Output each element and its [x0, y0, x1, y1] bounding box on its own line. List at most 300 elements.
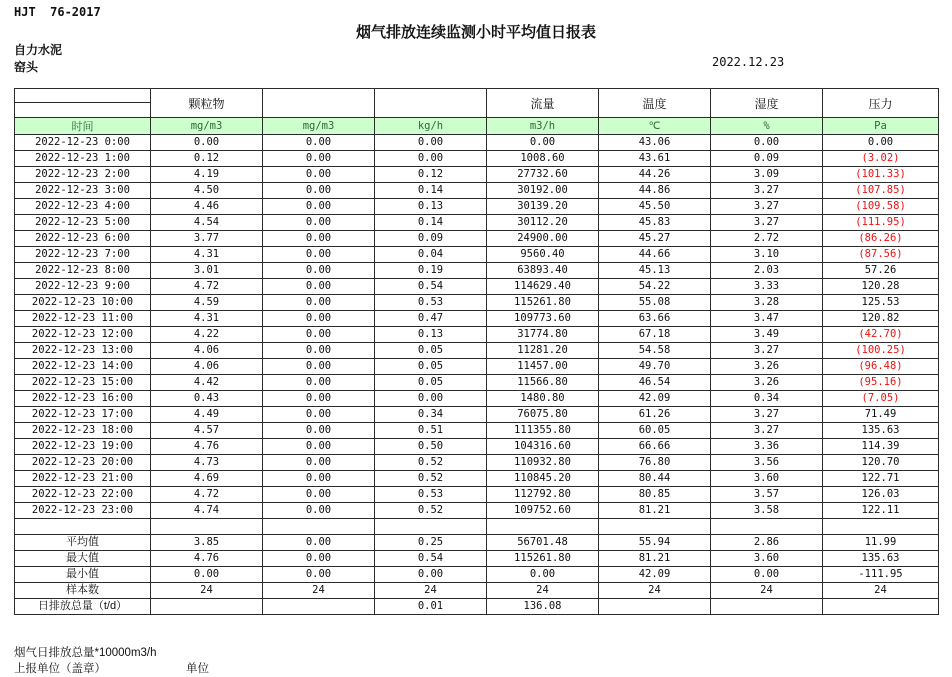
value-cell [599, 598, 711, 614]
value-cell: 114629.40 [487, 279, 599, 295]
table-row [15, 199, 939, 215]
row-label-cell: 2022-12-23 18:00 [15, 423, 151, 439]
table-row [15, 534, 939, 550]
table-row [15, 519, 939, 535]
value-cell: 0.00 [375, 566, 487, 582]
value-cell: 0.00 [487, 566, 599, 582]
value-cell: 3.27 [711, 407, 823, 423]
value-cell: 2.03 [711, 263, 823, 279]
value-cell: 135.63 [823, 423, 939, 439]
row-label-cell: 2022-12-23 0:00 [15, 135, 151, 151]
table-row [15, 343, 939, 359]
row-label-cell: 2022-12-23 17:00 [15, 407, 151, 423]
value-cell: 0.14 [375, 215, 487, 231]
table-row [15, 311, 939, 327]
value-cell: 111355.80 [487, 423, 599, 439]
value-cell: 0.52 [375, 503, 487, 519]
value-cell: 2.86 [711, 534, 823, 550]
row-label-cell: 2022-12-23 11:00 [15, 311, 151, 327]
table-row [15, 151, 939, 167]
value-cell: 3.28 [711, 295, 823, 311]
value-cell: 120.28 [823, 279, 939, 295]
value-cell: 67.18 [599, 327, 711, 343]
value-cell: 4.76 [151, 550, 263, 566]
value-cell: 4.69 [151, 471, 263, 487]
value-cell: 3.49 [711, 327, 823, 343]
value-cell: 4.73 [151, 455, 263, 471]
value-cell: 30139.20 [487, 199, 599, 215]
table-row [15, 582, 939, 598]
value-cell: 3.33 [711, 279, 823, 295]
value-cell: 44.86 [599, 183, 711, 199]
value-cell: (107.85) [823, 183, 939, 199]
value-cell: 0.00 [263, 487, 375, 503]
unit-header-row [15, 118, 939, 135]
value-cell: 3.56 [711, 455, 823, 471]
row-label-cell: 2022-12-23 9:00 [15, 279, 151, 295]
table-row [15, 455, 939, 471]
col-header-pm: 颗粒物 [151, 89, 263, 118]
table-row [15, 375, 939, 391]
row-label-cell: 2022-12-23 5:00 [15, 215, 151, 231]
value-cell: 63.66 [599, 311, 711, 327]
value-cell: 126.03 [823, 487, 939, 503]
value-cell: 122.71 [823, 471, 939, 487]
col-header-humidity: 湿度 [711, 89, 823, 118]
value-cell: 42.09 [599, 391, 711, 407]
value-cell: (96.48) [823, 359, 939, 375]
value-cell: 4.72 [151, 279, 263, 295]
value-cell: 3.26 [711, 359, 823, 375]
unit-kg-h: kg/h [375, 118, 487, 135]
table-row [15, 407, 939, 423]
value-cell: 4.72 [151, 487, 263, 503]
value-cell: 120.70 [823, 455, 939, 471]
value-cell: 3.58 [711, 503, 823, 519]
value-cell: 60.05 [599, 423, 711, 439]
table-row [15, 359, 939, 375]
page-title: 烟气排放连续监测小时平均值日报表 [355, 24, 596, 41]
value-cell: 3.47 [711, 311, 823, 327]
row-label-cell: 2022-12-23 20:00 [15, 455, 151, 471]
report-date: 2022.12.23 [712, 55, 785, 69]
row-label-cell: 最小值 [15, 566, 151, 582]
value-cell: 3.60 [711, 550, 823, 566]
value-cell: 45.27 [599, 231, 711, 247]
row-label-cell: 2022-12-23 13:00 [15, 343, 151, 359]
row-label-cell: 2022-12-23 16:00 [15, 391, 151, 407]
value-cell: 54.58 [599, 343, 711, 359]
value-cell: 3.27 [711, 199, 823, 215]
value-cell [599, 519, 711, 535]
table-row [15, 295, 939, 311]
row-label-cell: 2022-12-23 19:00 [15, 439, 151, 455]
value-cell: 115261.80 [487, 295, 599, 311]
value-cell: 4.76 [151, 439, 263, 455]
col-header-temperature: 温度 [599, 89, 711, 118]
value-cell: 45.50 [599, 199, 711, 215]
value-cell: 3.27 [711, 183, 823, 199]
value-cell: 54.22 [599, 279, 711, 295]
value-cell: 66.66 [599, 439, 711, 455]
row-label-cell: 2022-12-23 4:00 [15, 199, 151, 215]
value-cell: 0.00 [823, 135, 939, 151]
row-label-cell: 2022-12-23 3:00 [15, 183, 151, 199]
value-cell: 80.85 [599, 487, 711, 503]
value-cell: 3.27 [711, 343, 823, 359]
value-cell: 0.00 [263, 263, 375, 279]
value-cell: 0.00 [487, 135, 599, 151]
row-label-cell: 2022-12-23 21:00 [15, 471, 151, 487]
value-cell: 11457.00 [487, 359, 599, 375]
value-cell: 112792.80 [487, 487, 599, 503]
split-top-cell [15, 89, 150, 103]
value-cell: 11566.80 [487, 375, 599, 391]
table-row [15, 439, 939, 455]
row-label-cell: 2022-12-23 14:00 [15, 359, 151, 375]
table-row [15, 231, 939, 247]
value-cell: 110845.20 [487, 471, 599, 487]
value-cell: (7.05) [823, 391, 939, 407]
value-cell: 1480.80 [487, 391, 599, 407]
row-label-cell: 2022-12-23 6:00 [15, 231, 151, 247]
value-cell: 0.00 [263, 407, 375, 423]
value-cell: 45.13 [599, 263, 711, 279]
value-cell: 125.53 [823, 295, 939, 311]
value-cell: 55.94 [599, 534, 711, 550]
value-cell: 0.13 [375, 327, 487, 343]
value-cell: 24 [151, 582, 263, 598]
value-cell: 0.00 [263, 439, 375, 455]
value-cell: 24 [823, 582, 939, 598]
value-cell: 0.12 [375, 167, 487, 183]
value-cell: 0.25 [375, 534, 487, 550]
value-cell: 0.00 [263, 247, 375, 263]
value-cell: 24900.00 [487, 231, 599, 247]
value-cell: 2.72 [711, 231, 823, 247]
value-cell: 4.22 [151, 327, 263, 343]
group-header-row [15, 89, 939, 118]
value-cell: (86.26) [823, 231, 939, 247]
doc-code: HJT 76-2017 [14, 5, 101, 19]
value-cell: 0.00 [263, 566, 375, 582]
table-row [15, 279, 939, 295]
value-cell: 0.01 [375, 598, 487, 614]
table-row [15, 598, 939, 614]
value-cell: 0.52 [375, 471, 487, 487]
row-label-cell: 2022-12-23 22:00 [15, 487, 151, 503]
table-row [15, 503, 939, 519]
unit-mg-m3-2: mg/m3 [263, 118, 375, 135]
value-cell: 0.05 [375, 343, 487, 359]
col-header-blank-2 [375, 89, 487, 118]
value-cell: 0.12 [151, 151, 263, 167]
table-row [15, 327, 939, 343]
value-cell: 0.53 [375, 487, 487, 503]
value-cell: 0.19 [375, 263, 487, 279]
value-cell: 81.21 [599, 550, 711, 566]
value-cell: 104316.60 [487, 439, 599, 455]
table-row [15, 391, 939, 407]
value-cell: 44.66 [599, 247, 711, 263]
value-cell: 31774.80 [487, 327, 599, 343]
value-cell: -111.95 [823, 566, 939, 582]
footer-note: 烟气日排放总量*10000m3/h [14, 647, 157, 659]
value-cell: 136.08 [487, 598, 599, 614]
value-cell [151, 598, 263, 614]
report-table-body [15, 135, 939, 615]
value-cell: 3.26 [711, 375, 823, 391]
value-cell: 0.47 [375, 311, 487, 327]
value-cell: 120.82 [823, 311, 939, 327]
report-unit-label: 上报单位（盖章） [14, 663, 106, 675]
value-cell: 57.26 [823, 263, 939, 279]
report-table [14, 88, 939, 615]
unit-m3-h: m3/h [487, 118, 599, 135]
value-cell: 0.54 [375, 279, 487, 295]
value-cell: 0.54 [375, 550, 487, 566]
value-cell: 46.54 [599, 375, 711, 391]
value-cell [711, 519, 823, 535]
value-cell: 109752.60 [487, 503, 599, 519]
value-cell [375, 519, 487, 535]
value-cell: 0.00 [263, 503, 375, 519]
table-row [15, 247, 939, 263]
value-cell: 27732.60 [487, 167, 599, 183]
row-label-cell: 2022-12-23 23:00 [15, 503, 151, 519]
value-cell: 3.01 [151, 263, 263, 279]
value-cell: 24 [487, 582, 599, 598]
value-cell: 0.00 [263, 183, 375, 199]
value-cell: 4.06 [151, 359, 263, 375]
unit-percent: % [711, 118, 823, 135]
value-cell: 3.27 [711, 215, 823, 231]
value-cell: 0.34 [711, 391, 823, 407]
value-cell [151, 519, 263, 535]
table-row [15, 135, 939, 151]
value-cell: 4.31 [151, 311, 263, 327]
value-cell: 0.00 [375, 391, 487, 407]
table-row [15, 487, 939, 503]
value-cell: 3.27 [711, 423, 823, 439]
value-cell: 0.00 [263, 550, 375, 566]
unit-pa: Pa [823, 118, 939, 135]
value-cell: 0.00 [263, 471, 375, 487]
value-cell: 122.11 [823, 503, 939, 519]
value-cell: 71.49 [823, 407, 939, 423]
split-bottom-cell [15, 103, 150, 117]
value-cell: (100.25) [823, 343, 939, 359]
row-label-cell: 2022-12-23 1:00 [15, 151, 151, 167]
value-cell: 0.00 [263, 199, 375, 215]
value-cell: 0.09 [375, 231, 487, 247]
value-cell: 0.50 [375, 439, 487, 455]
value-cell: 0.04 [375, 247, 487, 263]
value-cell: 4.54 [151, 215, 263, 231]
value-cell [263, 598, 375, 614]
value-cell: 30112.20 [487, 215, 599, 231]
value-cell: 4.57 [151, 423, 263, 439]
value-cell: 0.51 [375, 423, 487, 439]
value-cell: (101.33) [823, 167, 939, 183]
table-row [15, 215, 939, 231]
value-cell: 0.00 [151, 566, 263, 582]
value-cell: 0.34 [375, 407, 487, 423]
value-cell: 81.21 [599, 503, 711, 519]
value-cell: 0.13 [375, 199, 487, 215]
row-label-cell: 最大值 [15, 550, 151, 566]
value-cell [263, 519, 375, 535]
time-column-label: 时间 [15, 118, 151, 135]
value-cell: 3.36 [711, 439, 823, 455]
table-row [15, 471, 939, 487]
unit-mg-m3-1: mg/m3 [151, 118, 263, 135]
value-cell: 4.50 [151, 183, 263, 199]
value-cell: 63893.40 [487, 263, 599, 279]
value-cell: 0.00 [263, 375, 375, 391]
company-name: 自力水泥 [14, 43, 63, 57]
value-cell: 42.09 [599, 566, 711, 582]
row-label-cell: 2022-12-23 10:00 [15, 295, 151, 311]
value-cell: 0.00 [263, 135, 375, 151]
value-cell: 3.77 [151, 231, 263, 247]
value-cell: 0.09 [711, 151, 823, 167]
value-cell: (109.58) [823, 199, 939, 215]
value-cell: 4.42 [151, 375, 263, 391]
value-cell: 3.10 [711, 247, 823, 263]
value-cell: 0.00 [263, 311, 375, 327]
value-cell: 24 [711, 582, 823, 598]
col-header-pressure: 压力 [823, 89, 939, 118]
value-cell: 0.00 [263, 534, 375, 550]
value-cell: 0.05 [375, 359, 487, 375]
value-cell: 0.00 [263, 167, 375, 183]
value-cell: 43.06 [599, 135, 711, 151]
value-cell: 0.05 [375, 375, 487, 391]
value-cell: 135.63 [823, 550, 939, 566]
value-cell: 4.49 [151, 407, 263, 423]
value-cell [823, 598, 939, 614]
value-cell: 24 [263, 582, 375, 598]
value-cell: 80.44 [599, 471, 711, 487]
value-cell: 0.00 [263, 359, 375, 375]
row-label-cell: 日排放总量（t/d） [15, 598, 151, 614]
table-row [15, 167, 939, 183]
value-cell: 0.00 [711, 566, 823, 582]
value-cell: (95.16) [823, 375, 939, 391]
col-header-flow: 流量 [487, 89, 599, 118]
value-cell: 3.09 [711, 167, 823, 183]
value-cell: 76075.80 [487, 407, 599, 423]
row-label-cell: 2022-12-23 12:00 [15, 327, 151, 343]
value-cell: 3.85 [151, 534, 263, 550]
value-cell: 0.14 [375, 183, 487, 199]
row-label-cell: 2022-12-23 2:00 [15, 167, 151, 183]
time-header-split-cell [15, 89, 151, 118]
value-cell: 4.06 [151, 343, 263, 359]
value-cell: 110932.80 [487, 455, 599, 471]
value-cell: 0.00 [263, 343, 375, 359]
value-cell: 76.80 [599, 455, 711, 471]
value-cell: 4.31 [151, 247, 263, 263]
value-cell: 55.08 [599, 295, 711, 311]
value-cell: 0.00 [263, 391, 375, 407]
value-cell: 49.70 [599, 359, 711, 375]
row-label-cell: 2022-12-23 15:00 [15, 375, 151, 391]
row-label-cell [15, 519, 151, 535]
value-cell: 3.57 [711, 487, 823, 503]
value-cell: 30192.00 [487, 183, 599, 199]
value-cell: 9560.40 [487, 247, 599, 263]
row-label-cell: 平均值 [15, 534, 151, 550]
table-row [15, 183, 939, 199]
row-label-cell: 2022-12-23 7:00 [15, 247, 151, 263]
value-cell: 0.00 [263, 455, 375, 471]
value-cell: 4.46 [151, 199, 263, 215]
value-cell: 4.59 [151, 295, 263, 311]
row-label-cell: 2022-12-23 8:00 [15, 263, 151, 279]
value-cell: 0.53 [375, 295, 487, 311]
value-cell: 114.39 [823, 439, 939, 455]
table-row [15, 550, 939, 566]
value-cell: 0.00 [263, 327, 375, 343]
value-cell: 0.00 [375, 135, 487, 151]
col-header-blank-1 [263, 89, 375, 118]
row-label-cell: 样本数 [15, 582, 151, 598]
value-cell: 11.99 [823, 534, 939, 550]
value-cell: (111.95) [823, 215, 939, 231]
unit-label: 单位 [186, 663, 209, 675]
value-cell: 0.52 [375, 455, 487, 471]
value-cell: (42.70) [823, 327, 939, 343]
value-cell: 109773.60 [487, 311, 599, 327]
value-cell: 0.00 [263, 215, 375, 231]
value-cell: 61.26 [599, 407, 711, 423]
value-cell: 43.61 [599, 151, 711, 167]
value-cell [711, 598, 823, 614]
value-cell: 0.00 [263, 295, 375, 311]
value-cell: 11281.20 [487, 343, 599, 359]
value-cell: 45.83 [599, 215, 711, 231]
value-cell: 115261.80 [487, 550, 599, 566]
table-row [15, 423, 939, 439]
value-cell: 0.00 [263, 231, 375, 247]
table-row [15, 263, 939, 279]
value-cell: 3.60 [711, 471, 823, 487]
value-cell: (3.02) [823, 151, 939, 167]
value-cell: 0.00 [151, 135, 263, 151]
value-cell: 0.43 [151, 391, 263, 407]
value-cell [487, 519, 599, 535]
value-cell: 0.00 [375, 151, 487, 167]
value-cell: 24 [375, 582, 487, 598]
table-row [15, 566, 939, 582]
value-cell: 4.74 [151, 503, 263, 519]
value-cell: 24 [599, 582, 711, 598]
value-cell: 44.26 [599, 167, 711, 183]
value-cell: 0.00 [711, 135, 823, 151]
value-cell: 0.00 [263, 279, 375, 295]
value-cell: 0.00 [263, 423, 375, 439]
value-cell: 4.19 [151, 167, 263, 183]
value-cell: (87.56) [823, 247, 939, 263]
unit-celsius: ℃ [599, 118, 711, 135]
value-cell: 0.00 [263, 151, 375, 167]
monitor-location: 窑头 [14, 60, 39, 74]
value-cell [823, 519, 939, 535]
value-cell: 56701.48 [487, 534, 599, 550]
value-cell: 1008.60 [487, 151, 599, 167]
